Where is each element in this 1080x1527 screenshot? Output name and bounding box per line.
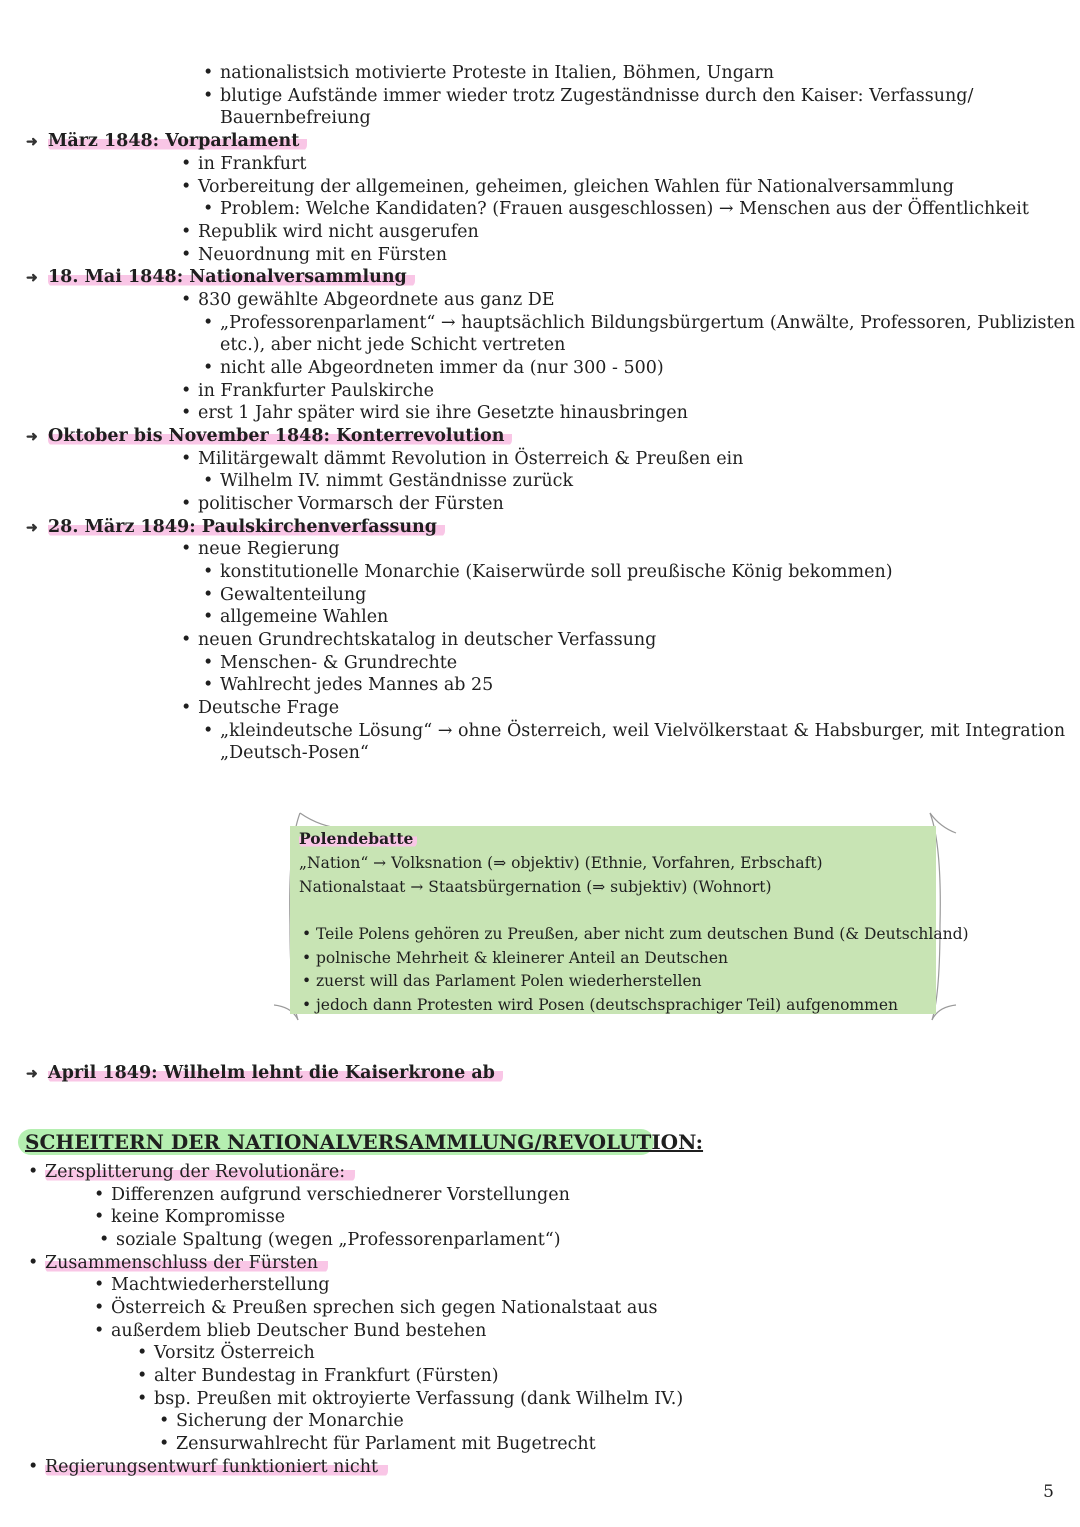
list-item: • Neuordnung mit en Fürsten (198, 244, 447, 266)
top-item-cont: Bauernbefreiung (220, 108, 371, 128)
list-item: • politischer Vormarsch der Fürsten (198, 493, 504, 515)
list-item: • außerdem blieb Deutscher Bund bestehen (111, 1320, 486, 1342)
list-item: • Wilhelm IV. nimmt Geständnisse zurück (220, 470, 573, 492)
list-item: • Deutsche Frage (198, 697, 339, 719)
arrow-right-icon: ➜ (26, 270, 38, 286)
list-item-text: Zusammenschluss der Fürsten (45, 1253, 328, 1273)
list-item: • konstitutionelle Monarchie (Kaiserwürde soll preußische König bekommen) (220, 561, 893, 583)
list-item: • Zensurwahlrecht für Parlament mit Bugetrecht (176, 1433, 596, 1455)
list-item: • Wahlrecht jedes Mannes ab 25 (220, 674, 493, 696)
list-item: • neue Regierung (198, 538, 340, 560)
list-item: • Vorbereitung der allgemeinen, geheimen, gleichen Wahlen für Nationalversammlung (198, 176, 954, 198)
list-item: • Gewaltenteilung (220, 584, 366, 606)
list-item: • Menschen- & Grundrechte (220, 652, 457, 674)
arrow-right-icon: ➜ (26, 134, 38, 150)
list-item: • allgemeine Wahlen (220, 606, 388, 628)
top-item: • nationalistsich motivierte Proteste in Italien, Böhmen, Ungarn (220, 62, 774, 84)
box-item: • polnische Mehrheit & kleinerer Anteil an Deutschen (316, 946, 728, 970)
list-item: • in Frankfurter Paulskirche (198, 380, 434, 402)
arrow-right-icon: ➜ (26, 520, 38, 536)
box-line: „Nation“ → Volksnation (⇒ objektiv) (Ethnie, Vorfahren, Erbschaft) (299, 854, 823, 872)
section-heading-paulskirchenverfassung (26, 516, 445, 539)
list-item: • „kleindeutsche Lösung“ → ohne Österreich, weil Vielvölkerstaat & Habsburger, mit Integration (220, 720, 1065, 742)
list-item (45, 1252, 328, 1274)
heading-text: Oktober bis November 1848: Konterrevolution (48, 426, 512, 446)
list-item: • nicht alle Abgeordneten immer da (nur 300 - 500) (220, 357, 664, 379)
list-item: • Vorsitz Österreich (154, 1342, 315, 1364)
box-title (299, 827, 417, 851)
section-heading-kaiserkrone (26, 1062, 503, 1085)
list-item: • Österreich & Preußen sprechen sich gegen Nationalstaat aus (111, 1297, 658, 1319)
box-item: • Teile Polens gehören zu Preußen, aber nicht zum deutschen Bund (& Deutschland) (316, 922, 969, 946)
list-item: • Sicherung der Monarchie (176, 1410, 404, 1432)
list-item-text: Zersplitterung der Revolutionäre: (45, 1162, 355, 1182)
scheitern-title-highlight (18, 1129, 704, 1155)
list-item: • alter Bundestag in Frankfurt (Fürsten) (154, 1365, 499, 1387)
section-heading-konterrevolution (26, 425, 512, 448)
list-item: • 830 gewählte Abgeordnete aus ganz DE (198, 289, 555, 311)
list-item: • Republik wird nicht ausgerufen (198, 221, 479, 243)
list-item: • in Frankfurt (198, 153, 306, 175)
list-item: • bsp. Preußen mit oktroyierte Verfassung (dank Wilhelm IV.) (154, 1388, 683, 1410)
heading-text: 28. März 1849: Paulskirchenverfassung (48, 517, 445, 537)
scheitern-title: SCHEITERN DER NATIONALVERSAMMLUNG/REVOLUTION: (25, 1130, 704, 1154)
arrow-right-icon: ➜ (26, 1066, 38, 1082)
page-number: 5 (1043, 1482, 1054, 1502)
box-item: • jedoch dann Protesten wird Posen (deutschsprachiger Teil) aufgenommen (316, 993, 898, 1017)
list-item: • Machtwiederherstellung (111, 1274, 330, 1296)
list-item-cont: etc.), aber nicht jede Schicht vertreten (220, 335, 566, 355)
heading-text: 18. Mai 1848: Nationalversammlung (48, 267, 415, 287)
list-item: • neuen Grundrechtskatalog in deutscher Verfassung (198, 629, 656, 651)
list-item: • Differenzen aufgrund verschiednerer Vorstellungen (111, 1184, 570, 1206)
list-item-cont: „Deutsch-Posen“ (220, 743, 369, 763)
list-item (45, 1456, 388, 1478)
list-item: • Militärgewalt dämmt Revolution in Österreich & Preußen ein (198, 448, 743, 470)
list-item: • Problem: Welche Kandidaten? (Frauen ausgeschlossen) → Menschen aus der Öffentlichkeit (220, 198, 1029, 220)
box-title-text: Polendebatte (299, 829, 417, 848)
box-item: • zuerst will das Parlament Polen wiederherstellen (316, 969, 702, 993)
list-item: • soziale Spaltung (wegen „Professorenparlament“) (116, 1229, 561, 1251)
list-item: • keine Kompromisse (111, 1206, 285, 1228)
box-line: Nationalstaat → Staatsbürgernation (⇒ subjektiv) (Wohnort) (299, 878, 772, 896)
list-item-text: Regierungsentwurf funktioniert nicht (45, 1457, 388, 1477)
heading-text: April 1849: Wilhelm lehnt die Kaiserkrone ab (48, 1063, 503, 1083)
list-item (45, 1161, 355, 1183)
top-item: • blutige Aufstände immer wieder trotz Zugeständnisse durch den Kaiser: Verfassung/ (220, 85, 973, 107)
section-heading-nationalversammlung (26, 266, 415, 289)
arrow-right-icon: ➜ (26, 429, 38, 445)
list-item: • „Professorenparlament“ → hauptsächlich Bildungsbürgertum (Anwälte, Professoren, Publizisten (220, 312, 1075, 334)
section-heading-vorparlament (26, 130, 307, 153)
list-item: • erst 1 Jahr später wird sie ihre Gesetzte hinausbringen (198, 402, 688, 424)
heading-text: März 1848: Vorparlament (48, 131, 307, 151)
